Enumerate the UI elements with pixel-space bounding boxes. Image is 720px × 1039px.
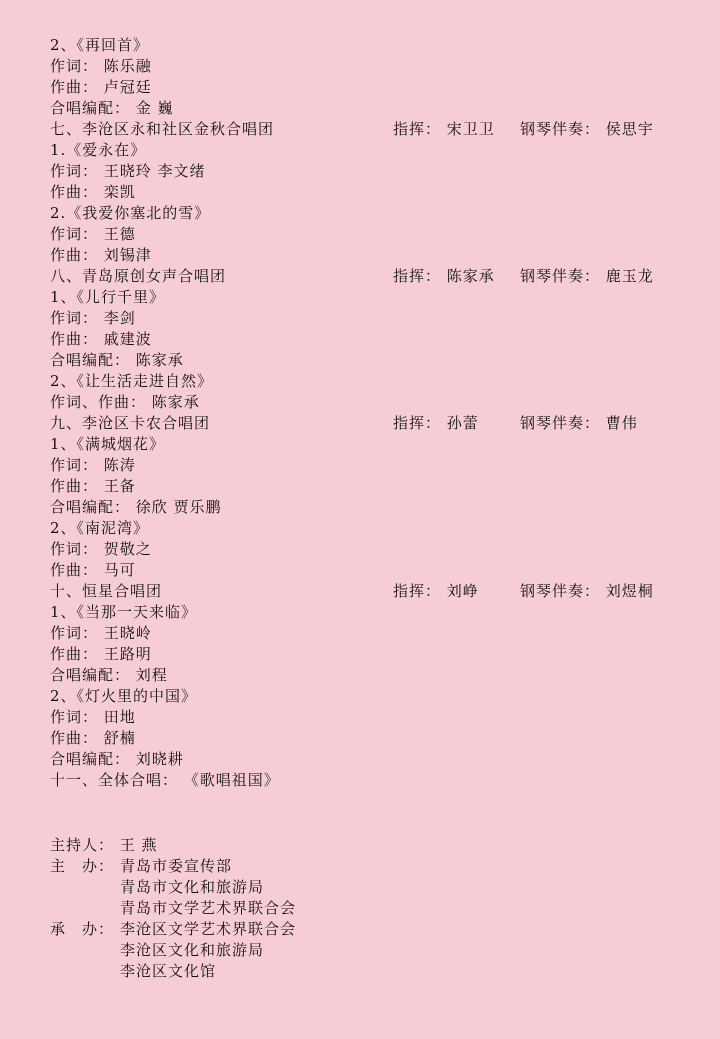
undertaker-item: 李沧区文学艺术界联合会 [120,920,297,938]
conductor-credit: 指挥： 宋卫卫 [393,120,495,138]
lyricist-line: 作词： 王德 [50,225,136,243]
undertaker-item: 李沧区文化和旅游局 [120,941,265,959]
lyricist-line: 作词： 陈乐融 [50,57,152,75]
lyricist-line: 作词： 李剑 [50,309,136,327]
lyricist-composer-line: 作词、作曲： 陈家承 [50,393,200,411]
undertaker-label: 承 办： [50,920,115,938]
composer-line: 作曲： 卢冠廷 [50,78,152,96]
song-title: 2、《南泥湾》 [50,519,150,537]
pianist-credit: 钢琴伴奏： 侯思宇 [520,120,654,138]
finale-heading: 十一、全体合唱： 《歌唱祖国》 [50,771,280,789]
arranger-line: 合唱编配： 徐欣 贾乐鹏 [50,498,222,516]
conductor-credit: 指挥： 陈家承 [393,267,495,285]
song-title: 1.《爱永在》 [50,141,147,159]
arranger-line: 合唱编配： 陈家承 [50,351,184,369]
arranger-line: 合唱编配： 刘晓耕 [50,750,184,768]
lyricist-line: 作词： 王晓玲 李文绪 [50,162,206,180]
pianist-credit: 钢琴伴奏： 鹿玉龙 [520,267,654,285]
song-title: 2、《再回首》 [50,36,150,54]
lyricist-line: 作词： 王晓岭 [50,624,152,642]
lyricist-line: 作词： 田地 [50,708,136,726]
lyricist-line: 作词： 贺敬之 [50,540,152,558]
composer-line: 作曲： 刘锡津 [50,246,152,264]
conductor-credit: 指挥： 刘峥 [393,582,479,600]
composer-line: 作曲： 王备 [50,477,136,495]
lyricist-line: 作词： 陈涛 [50,456,136,474]
song-title: 1、《儿行千里》 [50,288,166,306]
pianist-credit: 钢琴伴奏： 曹伟 [520,414,638,432]
composer-line: 作曲： 舒楠 [50,729,136,747]
song-title: 1、《满城烟花》 [50,435,166,453]
pianist-credit: 钢琴伴奏： 刘煜桐 [520,582,654,600]
choir-heading: 八、青岛原创女声合唱团 [50,267,227,285]
organizer-label: 主 办： [50,857,115,875]
composer-line: 作曲： 王路明 [50,645,152,663]
song-title: 2、《灯火里的中国》 [50,687,198,705]
conductor-credit: 指挥： 孙蕾 [393,414,479,432]
composer-line: 作曲： 马可 [50,561,136,579]
choir-heading: 十、恒星合唱团 [50,582,163,600]
song-title: 1、《当那一天来临》 [50,603,198,621]
organizer-item: 青岛市委宣传部 [120,857,233,875]
arranger-line: 合唱编配： 刘程 [50,666,168,684]
composer-line: 作曲： 栾凯 [50,183,136,201]
choir-heading: 九、李沧区卡农合唱团 [50,414,211,432]
choir-heading: 七、李沧区永和社区金秋合唱团 [50,120,275,138]
song-title: 2、《让生活走进自然》 [50,372,214,390]
organizer-item: 青岛市文学艺术界联合会 [120,899,297,917]
undertaker-item: 李沧区文化馆 [120,962,217,980]
organizer-item: 青岛市文化和旅游局 [120,878,265,896]
arranger-line: 合唱编配： 金 巍 [50,99,174,117]
song-title: 2.《我爱你塞北的雪》 [50,204,211,222]
composer-line: 作曲： 戚建波 [50,330,152,348]
host-line: 主持人： 王 燕 [50,836,158,854]
